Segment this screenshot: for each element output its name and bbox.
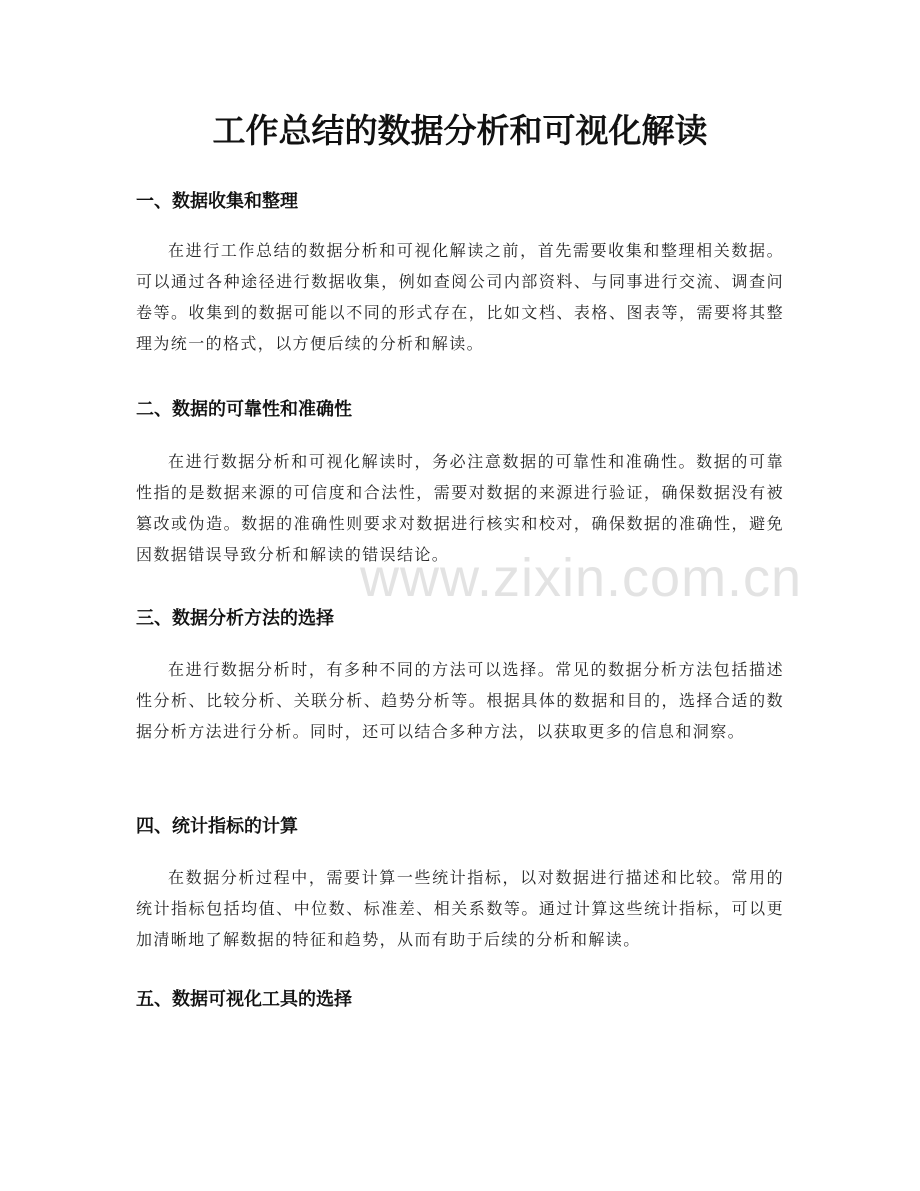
section-heading-3: 三、数据分析方法的选择 bbox=[136, 608, 334, 629]
section-heading-5: 五、数据可视化工具的选择 bbox=[136, 989, 352, 1010]
watermark: www.zixin.com.cn bbox=[360, 548, 803, 608]
section-heading-2: 二、数据的可靠性和准确性 bbox=[136, 399, 352, 420]
section-body-2: 在进行数据分析和可视化解读时，务必注意数据的可靠性和准确性。数据的可靠性指的是数据来源的可信度和合法性，需要对数据的来源进行验证，确保数据没有被篡改或伪造。数据的准确性则要求对数据进行核实和校对，确保数据的准确性，避免因数据错误导致分析和解读的错误结论。 bbox=[136, 452, 784, 564]
section-body-1: 在进行工作总结的数据分析和可视化解读之前，首先需要收集和整理相关数据。可以通过各种途径进行数据收集，例如查阅公司内部资料、与同事进行交流、调查问卷等。收集到的数据可能以不同的形式存在，比如文档、表格、图表等，需要将其整理为统一的格式，以方便后续的分析和解读。 bbox=[136, 241, 784, 353]
section-heading-1: 一、数据收集和整理 bbox=[136, 191, 298, 212]
section-body-4: 在数据分析过程中，需要计算一些统计指标，以对数据进行描述和比较。常用的统计指标包括均值、中位数、标准差、相关系数等。通过计算这些统计指标，可以更加清晰地了解数据的特征和趋势，从而有助于后续的分析和解读。 bbox=[136, 868, 784, 949]
document-title: 工作总结的数据分析和可视化解读 bbox=[212, 111, 708, 150]
section-heading-4: 四、统计指标的计算 bbox=[136, 816, 298, 837]
section-body-3: 在进行数据分析时，有多种不同的方法可以选择。常见的数据分析方法包括描述性分析、比较分析、关联分析、趋势分析等。根据具体的数据和目的，选择合适的数据分析方法进行分析。同时，还可以结合多种方法，以获取更多的信息和洞察。 bbox=[136, 660, 784, 741]
